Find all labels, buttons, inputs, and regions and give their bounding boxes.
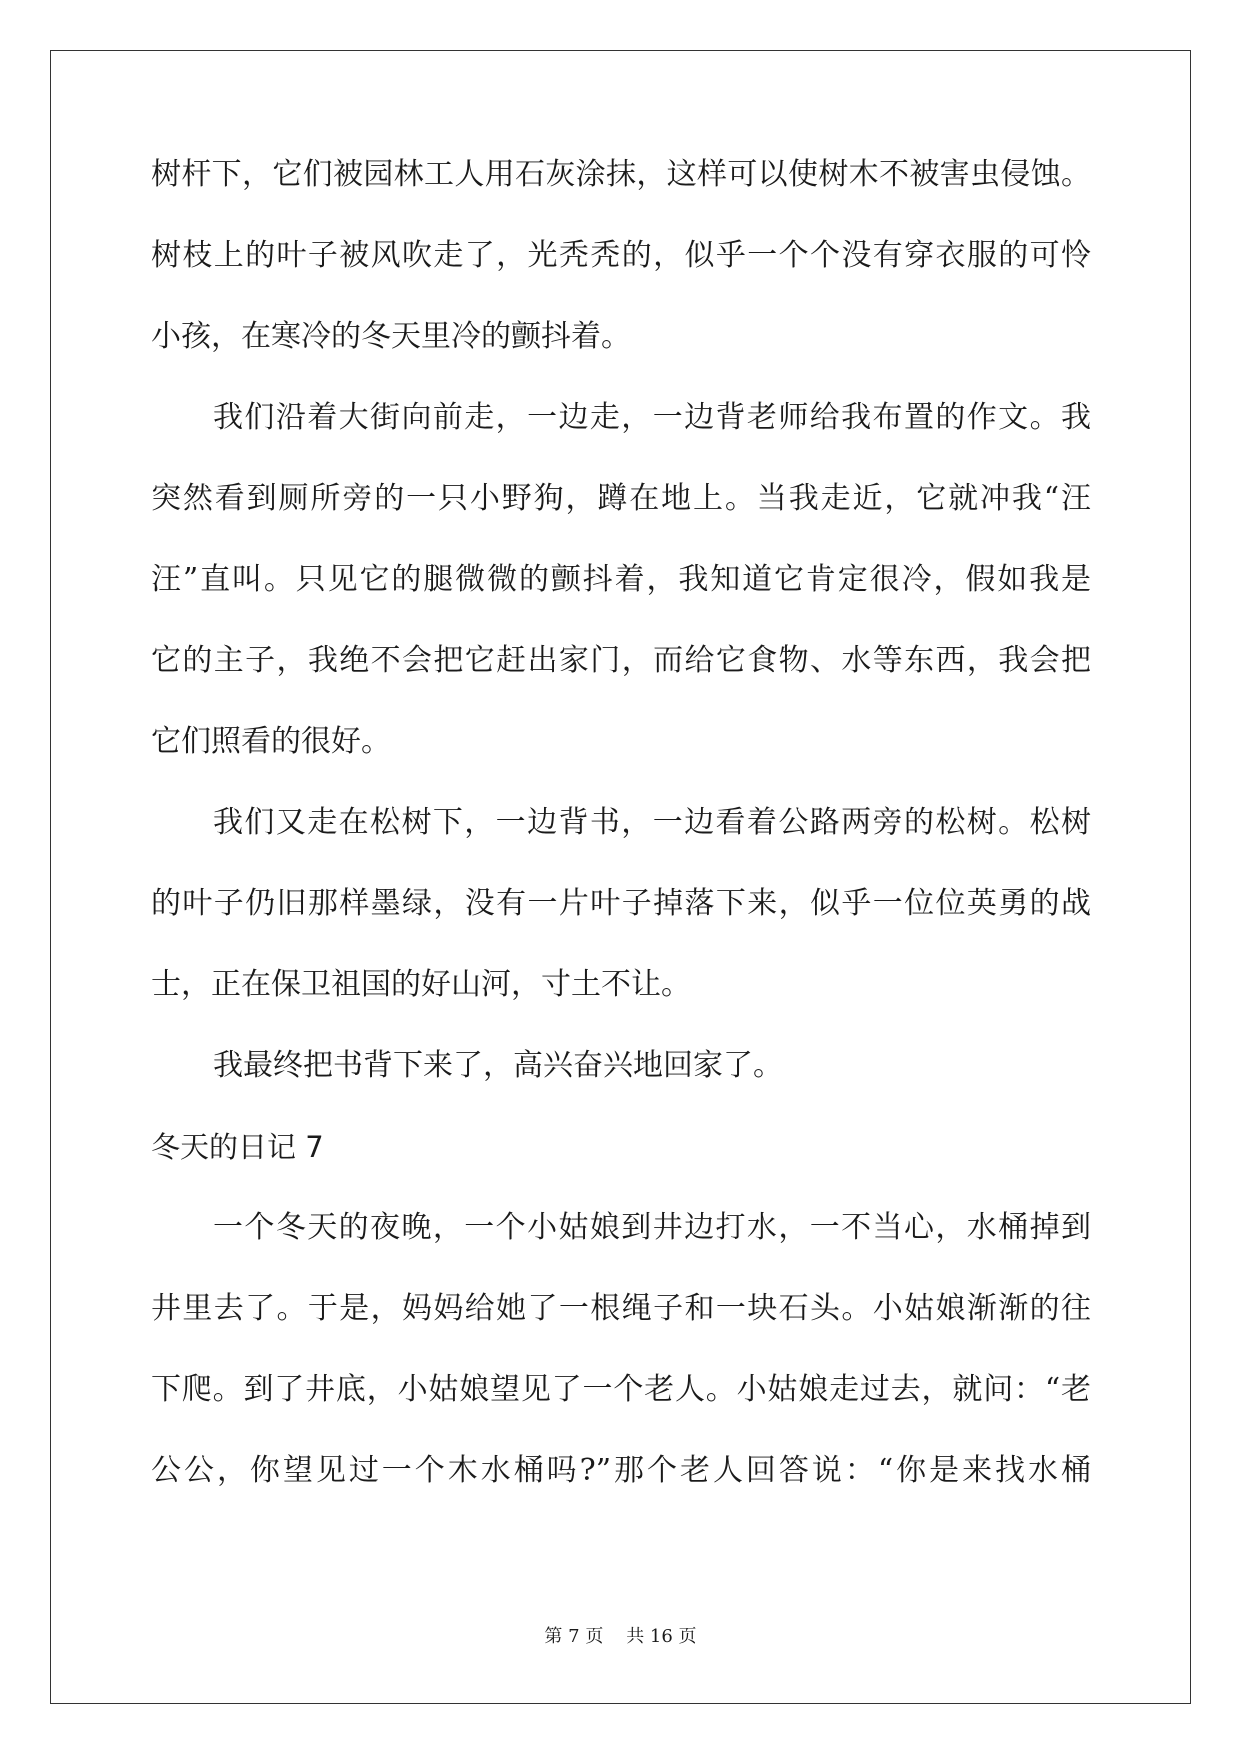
page-footer: 第 7 页 共 16 页 [544,1626,697,1647]
text-line: 树杆下，它们被园林工人用石灰涂抹，这样可以使树木不被害虫侵蚀。 [151,157,1091,192]
paragraph-start-line: 我们又走在松树下，一边背书，一边看着公路两旁的松树。松树 [213,805,1091,840]
paragraph-start-line: 我最终把书背下来了，高兴奋兴地回家了。 [213,1048,783,1083]
text-line: 汪”直叫。只见它的腿微微的颤抖着，我知道它肯定很冷，假如我是 [151,562,1091,597]
document-body [151,155,1091,1491]
paragraph-start-line: 一个冬天的夜晚，一个小姑娘到井边打水，一不当心，水桶掉到 [213,1210,1091,1245]
text-line: 树枝上的叶子被风吹走了，光秃秃的，似乎一个个没有穿衣服的可怜 [151,238,1091,273]
text-line: 它们照看的很好。 [151,724,391,759]
text-line: 井里去了。于是，妈妈给她了一根绳子和一块石头。小姑娘渐渐的往 [151,1291,1091,1326]
section-heading: 冬天的日记 7 [151,1130,324,1164]
text-line: 它的主子，我绝不会把它赶出家门，而给它食物、水等东西，我会把 [151,643,1091,678]
text-line: 小孩，在寒冷的冬天里冷的颤抖着。 [151,319,631,354]
text-line: 公公，你望见过一个木水桶吗?”那个老人回答说：“你是来找水桶 [151,1453,1091,1488]
text-line: 突然看到厕所旁的一只小野狗，蹲在地上。当我走近，它就冲我“汪 [151,481,1091,516]
text-line: 士，正在保卫祖国的好山河，寸土不让。 [151,967,691,1002]
text-line: 的叶子仍旧那样墨绿，没有一片叶子掉落下来，似乎一位位英勇的战 [151,886,1091,921]
text-line: 下爬。到了井底，小姑娘望见了一个老人。小姑娘走过去，就问：“老 [151,1372,1091,1407]
paragraph-start-line: 我们沿着大街向前走，一边走，一边背老师给我布置的作文。我 [213,400,1091,435]
